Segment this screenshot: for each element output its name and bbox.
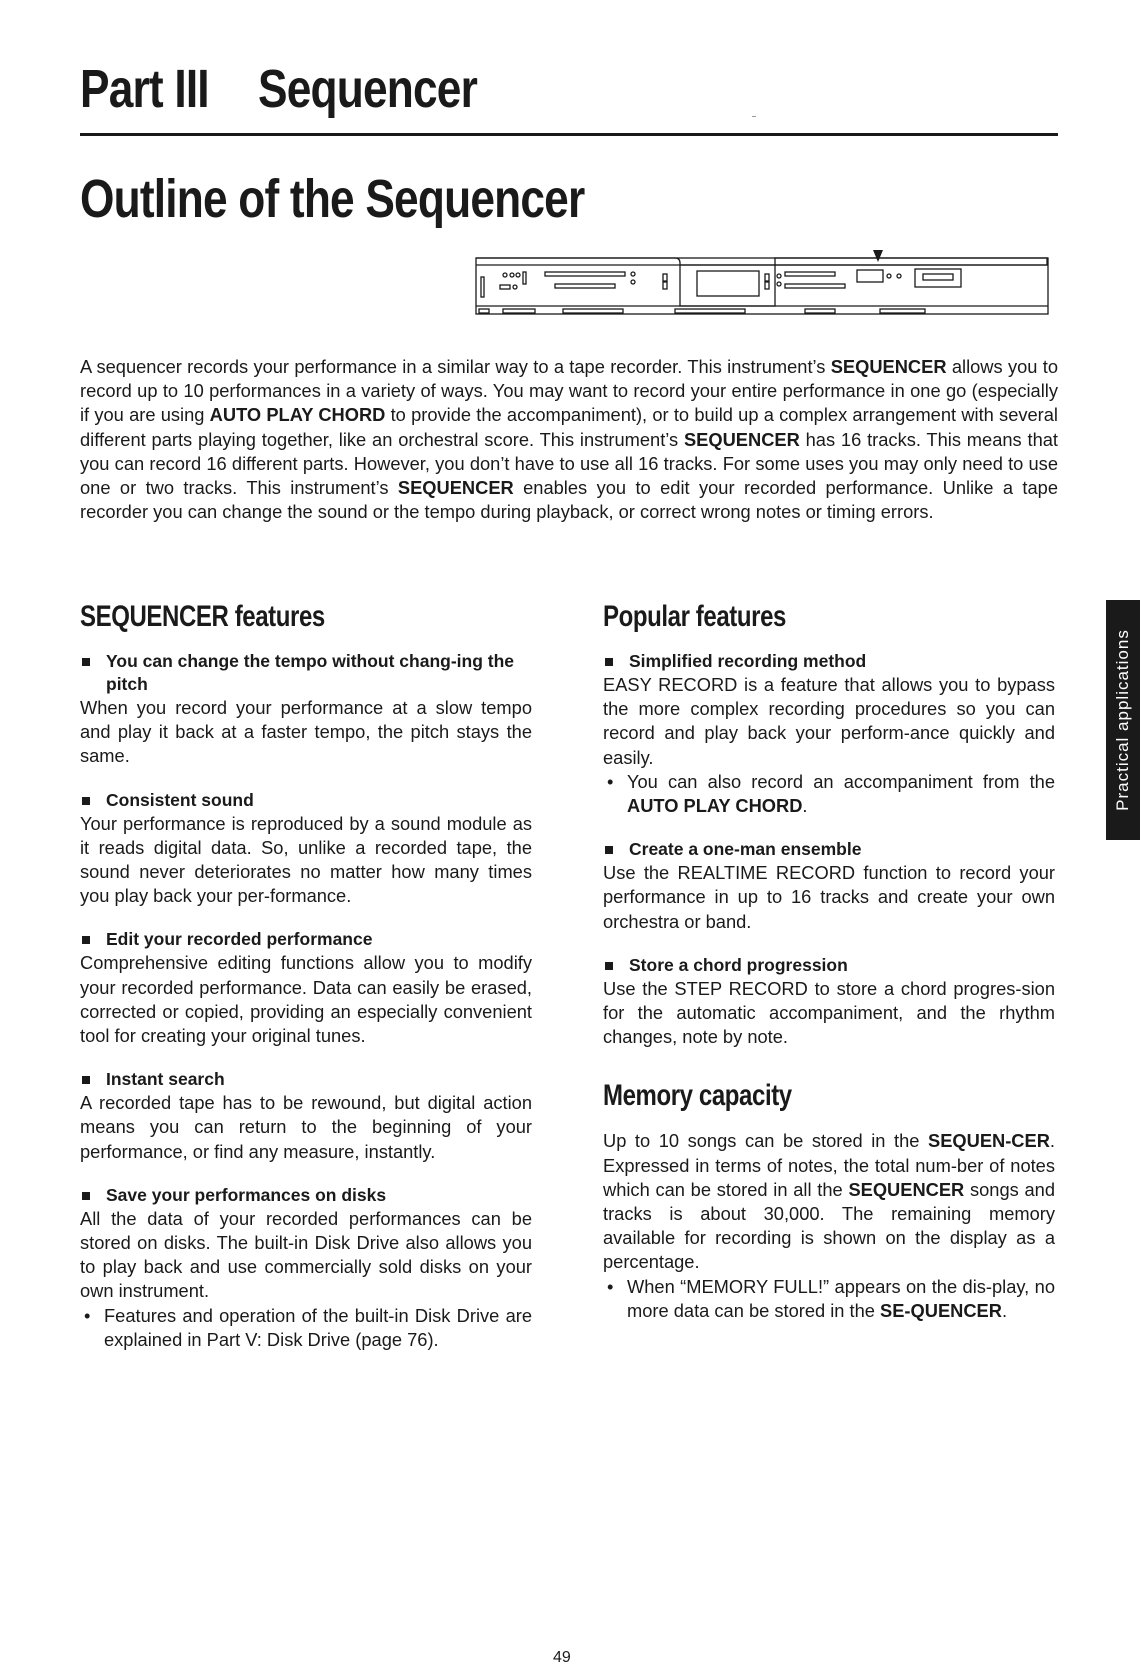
feature-title: Edit your recorded performance [80,928,532,951]
feature-bullet: • You can also record an accompaniment from the AUTO PLAY CHORD. [603,770,1055,818]
feature-title: Consistent sound [80,789,532,812]
memory-capacity-heading: Memory capacity [603,1079,792,1113]
title-rule [80,133,1058,136]
feature-title: Create a one-man ensemble [603,838,1055,861]
memory-paragraph: Up to 10 songs can be stored in the SEQUEN-CER. Expressed in terms of notes, the total num-ber of notes which can be stored in all the SEQUENCER songs and tracks is about 30,000. The remaining memory available for recording is shown on the display as a percentage. [603,1130,1056,1273]
section-title: Outline of the Sequencer [80,169,585,229]
feature-title: Instant search [80,1068,532,1091]
feature-body: Comprehensive editing functions allow you to modify your recorded performance. Data can easily be erased, corrected or copied, providing an especially convenient tool for creating your original tunes. [80,952,532,1047]
feature-edit [80,928,532,1048]
feature-tempo [80,650,532,769]
feature-search [80,1068,532,1164]
feature-body: Your performance is reproduced by a sound module as it reads digital data. So, unlike a recorded tape, the sound never deteriorates no matter how many times you play back your per-formance. [80,812,532,907]
feature-body: All the data of your recorded performances can be stored on disks. The built-in Disk Drive also allows you to play back and use commercially sold disks on your own instrument. [80,1207,532,1302]
feature-body: When you record your performance at a slow tempo and play it back at a faster tempo, the pitch stays the same. [80,697,532,767]
popular-features-column [603,600,1055,1323]
intro-paragraph: A sequencer records your performance in a similar way to a tape recorder. This instrument’s SEQUENCER allows you to record up to 10 performances in a variety of ways. You may want to record your entire performance in one go (especially if you are using AUTO PLAY CHORD to provide the accompaniment), or to build up a complex arrangement with several different parts playing together, like an orchestral score. This instrument’s SEQUENCER has 16 tracks. This means that you can record 16 different parts. However, you don’t have to use all 16 tracks. For some uses you may only need to use one or two tracks. This instrument’s SEQUENCER enables you to edit your recorded performance. Unlike a tape recorder you can change the sound or the tempo during playback, or correct wrong notes or timing errors. [80,356,1058,523]
side-tab-label: Practical applications [1113,629,1132,811]
feature-body: A recorded tape has to be rewound, but digital action means you can return to the beginning of your performance, or find any measure, instantly. [80,1092,532,1162]
feature-title: Store a chord progression [603,954,1055,977]
feature-sound [80,789,532,909]
feature-simplified [603,650,1055,818]
feature-body: Use the STEP RECORD to store a chord progres-sion for the automatic accompaniment, and the rhythm changes, note by note. [603,977,1055,1048]
feature-body: EASY RECORD is a feature that allows you to bypass the more complex recording procedures so you can record and play back your perform-ance quickly and easily. [603,674,1055,768]
feature-bullet: • Features and operation of the built-in Disk Drive are explained in Part V: Disk Drive (page 76). [80,1304,532,1352]
feature-body: Use the REALTIME RECORD function to record your performance in up to 16 tracks and create your own orchestra or band. [603,862,1055,932]
feature-ensemble [603,838,1055,934]
feature-chord [603,954,1055,1050]
stray-mark [752,116,756,117]
feature-title: Save your performances on disks [80,1184,532,1207]
feature-disks [80,1184,532,1352]
feature-title: Simplified recording method [603,650,1055,673]
part-label: Part III [80,59,209,119]
sequencer-features-heading: SEQUENCER features [80,600,325,633]
memory-bullet: • When “MEMORY FULL!” appears on the dis-play, no more data can be stored in the SE-QUENCER. [603,1275,1055,1323]
page-number: 49 [553,1649,571,1666]
feature-title: You can change the tempo without chang-ing the pitch [80,650,532,696]
popular-features-heading: Popular features [603,600,786,633]
part-name: Sequencer [257,59,478,119]
part-title [80,58,477,120]
side-tab [1106,600,1140,840]
sequencer-features-column [80,600,532,1372]
control-panel-illustration [475,250,1050,324]
